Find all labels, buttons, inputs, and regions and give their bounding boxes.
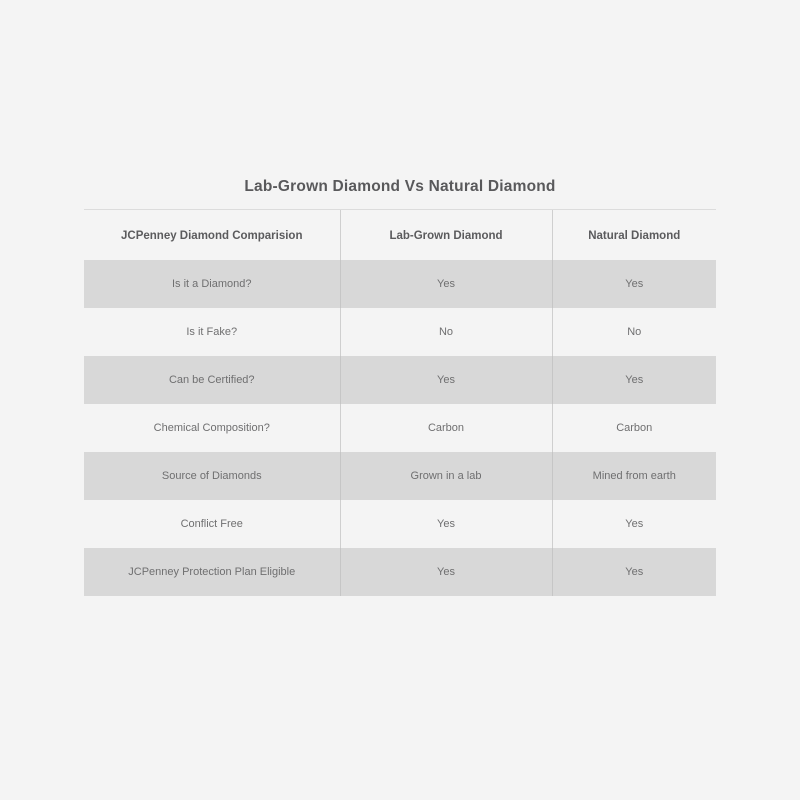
table-row — [84, 404, 716, 452]
row-feature-label: Is it Fake? — [186, 326, 238, 338]
table-row — [84, 356, 716, 404]
column-header-feature: JCPenney Diamond Comparision — [121, 230, 303, 242]
row-natural-value: Yes — [552, 500, 716, 548]
table-row — [84, 308, 716, 356]
row-natural-value: No — [552, 308, 716, 356]
comparison-table-container — [84, 178, 716, 596]
row-lab-grown-value: Yes — [340, 260, 552, 308]
row-natural-value: Yes — [552, 356, 716, 404]
row-natural-value: Mined from earth — [552, 452, 716, 500]
page-title: Lab-Grown Diamond Vs Natural Diamond — [84, 178, 716, 210]
row-natural-value: Carbon — [552, 404, 716, 452]
row-lab-grown-value: Yes — [340, 356, 552, 404]
column-header-natural: Natural Diamond — [552, 210, 716, 260]
table-row — [84, 500, 716, 548]
table-row — [84, 260, 716, 308]
table-row — [84, 548, 716, 596]
row-natural-value: Yes — [552, 260, 716, 308]
row-lab-grown-value: No — [340, 308, 552, 356]
row-feature-label: Can be Certified? — [84, 356, 340, 404]
row-natural-value: Yes — [552, 548, 716, 596]
row-lab-grown-value: Grown in a lab — [340, 452, 552, 500]
table-header — [84, 210, 716, 260]
row-lab-grown-value: Yes — [340, 500, 552, 548]
row-feature-label: Chemical Composition? — [153, 422, 270, 434]
column-header-lab-grown: Lab-Grown Diamond — [340, 210, 552, 260]
row-lab-grown-value: Yes — [340, 548, 552, 596]
row-feature-label: JCPenney Protection Plan Eligible — [84, 548, 340, 596]
table-row — [84, 452, 716, 500]
table-header-row — [84, 210, 716, 260]
comparison-table — [84, 210, 716, 596]
row-lab-grown-value: Carbon — [340, 404, 552, 452]
row-feature-label: Source of Diamonds — [84, 452, 340, 500]
table-body — [84, 260, 716, 596]
row-feature-label: Is it a Diamond? — [84, 260, 340, 308]
row-feature-label: Conflict Free — [180, 518, 243, 530]
